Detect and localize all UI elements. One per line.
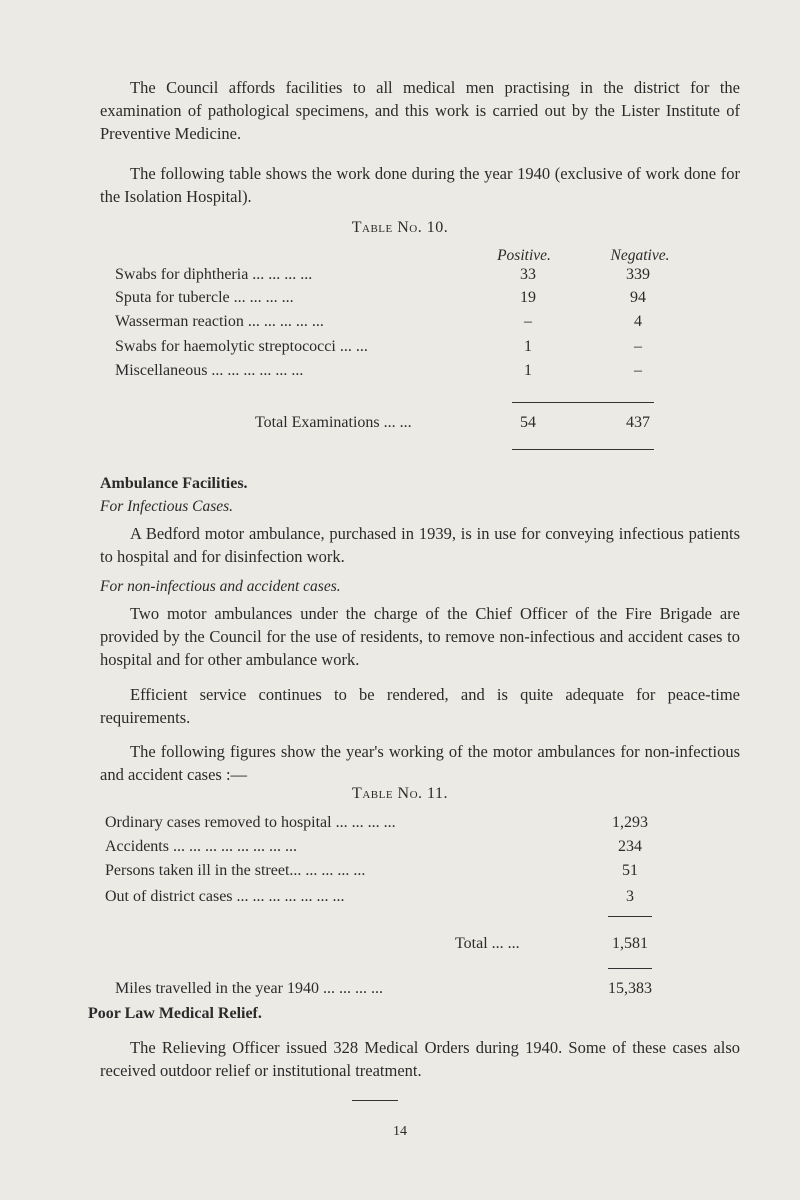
column-header-negative: Negative.	[610, 247, 670, 264]
positive-value: 19	[520, 289, 536, 306]
row-label: Sputa for tubercle ... ... ... ...	[115, 289, 294, 306]
miles-value: 15,383	[608, 980, 652, 997]
negative-value: –	[634, 338, 642, 355]
heading-ambulance-facilities: Ambulance Facilities.	[100, 475, 248, 492]
total-rule-bottom	[512, 449, 654, 450]
table-10-title: Table No. 10.	[351, 219, 449, 236]
positive-value: 1	[524, 338, 532, 355]
row-label: Ordinary cases removed to hospital ... ... ... ...	[105, 814, 396, 831]
table-row	[0, 814, 800, 836]
subheading-infectious-cases: For Infectious Cases.	[100, 498, 234, 515]
footer-rule	[352, 1100, 398, 1101]
total-rule-top	[608, 916, 652, 917]
row-value: 51	[622, 862, 638, 879]
negative-value: 94	[630, 289, 646, 306]
row-label: Miscellaneous ... ... ... ... ... ...	[115, 362, 304, 379]
table-11-title: Table No. 11.	[352, 785, 448, 802]
paragraph-bedford-ambulance: A Bedford motor ambulance, purchased in 1939, is in use for conveying infectious patients to hospital and for disinfection work.	[100, 524, 740, 566]
table-row	[0, 338, 800, 360]
table-row	[0, 888, 800, 910]
table-row	[0, 362, 800, 384]
paragraph-relieving-officer: The Relieving Officer issued 328 Medical Orders during 1940. Some of these cases also received outdoor relief or institutional treatment.	[100, 1038, 740, 1080]
negative-value: 339	[626, 266, 650, 283]
table-total-row	[0, 935, 800, 957]
paragraph-efficient-service: Efficient service continues to be rendered, and is quite adequate for peace-time requirements.	[100, 685, 740, 727]
total-value: 1,581	[612, 935, 648, 952]
total-rule-bottom	[608, 968, 652, 969]
negative-value: –	[634, 362, 642, 379]
table-row	[0, 289, 800, 311]
miles-row	[0, 980, 800, 1002]
miles-label: Miles travelled in the year 1940 ... ... ... ...	[115, 980, 383, 997]
row-label: Accidents ... ... ... ... ... ... ... ...	[105, 838, 297, 855]
column-header-positive: Positive.	[497, 247, 551, 264]
subheading-non-infectious-cases: For non-infectious and accident cases.	[100, 578, 341, 595]
total-label: Total Examinations ... ...	[255, 414, 412, 431]
paragraph-figures-intro: The following figures show the year's working of the motor ambulances for non-infectious and accident cases :—	[100, 742, 740, 784]
paragraph-table-intro: The following table shows the work done during the year 1940 (exclusive of work done for the Isolation Hospital).	[100, 164, 740, 206]
table-row	[0, 266, 800, 288]
table-row	[0, 838, 800, 860]
row-value: 1,293	[612, 814, 648, 831]
total-rule-top	[512, 402, 654, 403]
paragraph-pathology-facilities: The Council affords facilities to all medical men practising in the district for the examination of pathological specimens, and this work is carried out by the Lister Institute of Preventive Medicine.	[100, 78, 740, 143]
page-number: 14	[393, 1124, 407, 1139]
negative-value: 4	[634, 313, 642, 330]
positive-value: 1	[524, 362, 532, 379]
table-row	[0, 313, 800, 335]
row-label: Swabs for diphtheria ... ... ... ...	[115, 266, 313, 283]
row-label: Swabs for haemolytic streptococci ... ...	[115, 338, 368, 355]
paragraph-fire-brigade-ambulances: Two motor ambulances under the charge of the Chief Officer of the Fire Brigade are provided by the Council for the use of residents, to remove non-infectious and accident cases to hospital and for other ambulance work.	[100, 604, 740, 669]
total-label: Total ... ...	[455, 935, 520, 952]
positive-value: 33	[520, 266, 536, 283]
row-label: Out of district cases ... ... ... ... ... ... ...	[105, 888, 345, 905]
total-positive: 54	[520, 414, 536, 431]
row-value: 234	[618, 838, 642, 855]
total-negative: 437	[626, 414, 650, 431]
positive-value: –	[524, 313, 532, 330]
table-row	[0, 862, 800, 884]
heading-poor-law-medical-relief: Poor Law Medical Relief.	[88, 1005, 262, 1022]
row-label: Wasserman reaction ... ... ... ... ...	[115, 313, 324, 330]
table-total-row	[0, 414, 800, 436]
row-label: Persons taken ill in the street... ... ... ... ...	[105, 862, 366, 879]
row-value: 3	[626, 888, 634, 905]
